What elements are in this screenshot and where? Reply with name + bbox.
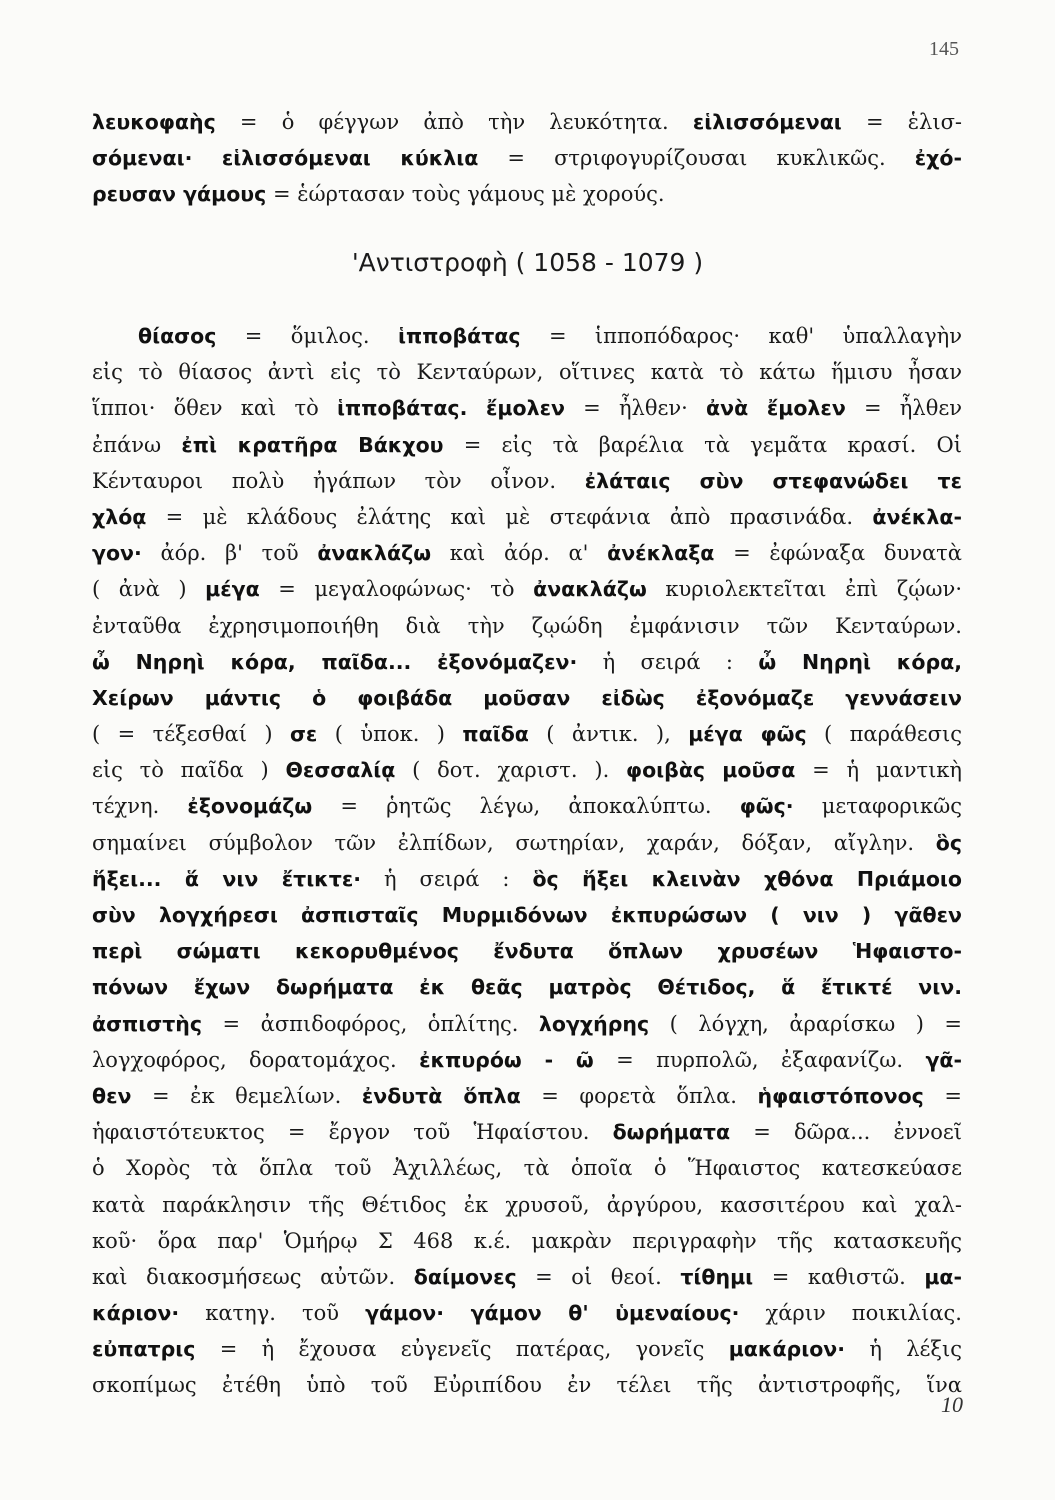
signature-mark: 10 (941, 1392, 963, 1417)
text-line (92, 427, 962, 463)
section-heading: 'Αντιστροφὴ ( 1058 - 1079 ) (351, 248, 704, 277)
lemma-term: ἐνδυτὰ ὅπλα (361, 1083, 521, 1108)
gloss-text: ἡφαιστότευκτος = ἔργον τοῦ Ἡφαίστου. (92, 1120, 613, 1145)
lemma-term: μα- (924, 1264, 962, 1289)
gloss-text: ( λόγχη, ἀραρίσκω ) = (649, 1011, 962, 1036)
text-line (92, 1042, 962, 1078)
lemma-term: ὃς ἥξει κλεινὰν χθόνα Πριάμοιο (532, 866, 962, 891)
text-line (92, 1114, 962, 1150)
gloss-text: ἐνταῦθα ἐχρησιμοποιήθη διὰ τὴν ζῳώδη ἐμφάνισιν τῶν Κενταύρων. (92, 613, 962, 638)
gloss-text: Κένταυροι πολὺ ἠγάπων τὸν οἶνον. (92, 468, 585, 493)
text-line (92, 861, 962, 897)
text-line (92, 1006, 962, 1042)
text-line (92, 318, 962, 354)
page-number: 145 (929, 38, 959, 60)
lemma-term: ὦ Νηρηὶ κόρα, (758, 649, 962, 674)
lemma-term: σόμεναι· εἱλισσόμεναι κύκλια (92, 146, 479, 171)
text-line (92, 104, 962, 140)
lemma-term: ἀσπιστὴς (92, 1011, 203, 1036)
lemma-term: ὃς (935, 830, 962, 855)
commentary-body (92, 318, 962, 1404)
gloss-text: εἰς τὸ θίασος ἀντὶ εἰς τὸ Κενταύρων, οἵτινες κατὰ τὸ κάτω ἥμισυ ἦσαν (92, 360, 962, 385)
lemma-term: ἱπποβάτας. ἔμολεν (336, 396, 565, 421)
text-line (92, 716, 962, 752)
lemma-term: μακάριον· (728, 1337, 846, 1362)
text-line (92, 1259, 962, 1295)
text-line (92, 463, 962, 499)
gloss-text: κοῦ· ὅρα παρ' Ὁμήρῳ Σ 468 κ.έ. μακρὰν περιγραφὴν τῆς κατασκευῆς (92, 1228, 962, 1253)
gloss-text: ἡ σειρά : (361, 866, 533, 891)
lemma-term: Χείρων μάντις ὁ φοιβάδα μοῦσαν εἰδὼς ἐξονόμαζε γεννάσειν (92, 685, 962, 710)
lemma-term: εἱλισσόμεναι (692, 110, 842, 134)
lemma-term: ἀνέκλα- (872, 504, 962, 529)
text-line (92, 354, 962, 390)
lemma-term: ἐκπυρόω - ῶ (419, 1047, 594, 1072)
lemma-term: ἥξει... ἅ νιν ἔτικτε· (92, 866, 362, 891)
gloss-text: ( ἀντικ. ), (528, 722, 689, 747)
text-line (92, 1078, 962, 1114)
lemma-term: ὦ Νηρηὶ κόρα, παῖδα... ἐξονόμαζεν· (92, 649, 578, 674)
gloss-text: χάριν ποικιλίας. (739, 1301, 962, 1326)
text-line (92, 1150, 962, 1186)
text-line (92, 390, 962, 426)
lemma-term: ἀνακλάζω (317, 541, 432, 566)
gloss-text: = ἀσπιδοφόρος, ὁπλίτης. (202, 1011, 539, 1036)
gloss-text: ( παράθεσις (806, 722, 962, 747)
text-line (92, 644, 962, 680)
gloss-text: λογχοφόρος, δορατομάχος. (92, 1047, 420, 1072)
gloss-text: = ἑλισ- (841, 110, 962, 134)
text-line (92, 1331, 962, 1367)
gloss-text: = ῥητῶς λέγω, ἀποκαλύπτω. (312, 794, 740, 819)
lemma-term: μέγα (205, 577, 260, 602)
gloss-text: = (923, 1083, 962, 1108)
gloss-text: = εἰς τὰ βαρέλια τὰ γεμᾶτα κρασί. Οἱ (443, 432, 962, 457)
gloss-text: = μεγαλοφώνως· τὸ (259, 577, 534, 602)
lemma-term: σὺν λογχήρεσι ἀσπισταῖς Μυρμιδόνων ἐκπυρώσων ( νιν ) γᾶθεν (92, 903, 962, 927)
lemma-term: μέγα φῶς (688, 722, 807, 747)
lemma-term: τίθημι (680, 1264, 754, 1289)
lemma-term: ρευσαν γάμους (92, 182, 267, 207)
lemma-term: γάμον· γάμον θ' ὑμεναίους· (365, 1301, 740, 1326)
text-line (92, 535, 962, 571)
text-line (92, 1223, 962, 1259)
gloss-text: ἡ λέξις (845, 1337, 962, 1362)
gloss-text: = ἑώρτασαν τοὺς γάμους μὲ χορούς. (266, 182, 665, 207)
gloss-text: ἀόρ. β' τοῦ (141, 541, 318, 566)
intro-paragraph (92, 104, 962, 213)
lemma-term: πόνων ἔχων δωρήματα ἐκ θεᾶς ματρὸς Θέτιδος, ἅ ἔτικτέ νιν. (92, 975, 962, 1000)
lemma-term: ἀνὰ ἔμολεν (706, 396, 846, 421)
text-line (92, 1367, 962, 1403)
lemma-term: ἀνέκλαξα (607, 541, 715, 566)
lemma-term: ἐξονομάζω (187, 794, 313, 819)
gloss-text: ( ἀνὰ ) (92, 577, 206, 602)
gloss-text: = ἡ μαντικὴ (795, 758, 962, 783)
text-line (92, 140, 962, 176)
text-line (92, 680, 962, 716)
gloss-text: = οἱ θεοί. (516, 1264, 681, 1289)
lemma-term: Θεσσαλίᾳ (285, 758, 396, 783)
lemma-term: λογχήρης (538, 1011, 650, 1036)
gloss-text: κυριολεκτεῖται ἐπὶ ζῴων· (646, 577, 962, 602)
gloss-text: ( ὑποκ. ) (317, 722, 463, 747)
text-line (92, 499, 962, 535)
lemma-term: παῖδα (462, 722, 529, 747)
lemma-term: θίασος (138, 324, 217, 348)
gloss-text: σημαίνει σύμβολον τῶν ἐλπίδων, σωτηρίαν, χαράν, δόξαν, αἴγλην. (92, 830, 936, 855)
lemma-term: γᾶ- (925, 1047, 962, 1072)
gloss-text: ( = τέξεσθαί ) (92, 722, 290, 747)
gloss-text: = ἐκ θεμελίων. (131, 1083, 362, 1108)
gloss-text: = φορετὰ ὅπλα. (520, 1083, 758, 1108)
lemma-term: δαίμονες (413, 1264, 517, 1289)
gloss-text: καὶ διακοσμήσεως αὐτῶν. (92, 1264, 414, 1289)
gloss-text: = μὲ κλάδους ἐλάτης καὶ μὲ στεφάνια ἀπὸ πρασινάδα. (146, 504, 873, 529)
text-line (92, 897, 962, 933)
gloss-text: σκοπίμως ἐτέθη ὑπὸ τοῦ Εὐριπίδου ἐν τέλει τῆς ἀντιστροφῆς, ἵνα (92, 1373, 962, 1398)
gloss-text: = καθιστῶ. (753, 1264, 925, 1289)
text-line (92, 788, 962, 824)
gloss-text: ἐπάνω (92, 432, 182, 457)
lemma-term: ἐπὶ κρατῆρα Βάκχου (181, 432, 444, 457)
lemma-term: γον· (92, 541, 142, 566)
lemma-term: δωρήματα (612, 1120, 731, 1145)
lemma-term: φῶς· (739, 794, 794, 819)
gloss-text: = ἱπποπόδαρος· καθ' ὑπαλλαγὴν (520, 324, 962, 348)
lemma-term: ἡφαιστόπονος (757, 1083, 924, 1108)
gloss-text: = ἦλθεν· (564, 396, 707, 421)
gloss-text: κατηγ. τοῦ (179, 1301, 366, 1326)
gloss-text: = δῶρα... ἐννοεῖ (730, 1120, 962, 1145)
gloss-text: ( δοτ. χαριστ. ). (395, 758, 627, 783)
gloss-text: = ὁ φέγγων ἀπὸ τὴν λευκότητα. (215, 110, 693, 134)
gloss-text: = πυρπολῶ, ἐξαφανίζω. (593, 1047, 926, 1072)
text-line (92, 176, 962, 212)
text-line (92, 969, 962, 1005)
gloss-text: ὁ Χορὸς τὰ ὅπλα τοῦ Ἀχιλλέως, τὰ ὁποῖα ὁ Ἥφαιστος κατεσκεύασε (92, 1156, 962, 1181)
lemma-term: ἐλάταις σὺν στεφανώδει τε (584, 468, 962, 493)
gloss-text: καὶ ἀόρ. α' (431, 541, 608, 566)
lemma-term: ἀνακλάζω (533, 577, 647, 602)
text-line (92, 1187, 962, 1223)
text-line (92, 1295, 962, 1331)
lemma-term: χλόᾳ (92, 504, 147, 529)
lemma-term: ἐχό- (914, 146, 962, 171)
lemma-term: περὶ σώματι κεκορυθμένος ἔνδυτα ὅπλων χρυσέων Ἡφαιστο- (92, 939, 962, 964)
text-line (92, 825, 962, 861)
text-line (92, 752, 962, 788)
lemma-term: κάριον· (92, 1301, 180, 1326)
lemma-term: εὐπατρις (92, 1337, 196, 1362)
text-line (92, 571, 962, 607)
text-line (92, 933, 962, 969)
gloss-text: = ἦλθεν (845, 396, 962, 421)
lemma-term: ἱπποβάτας (397, 324, 521, 348)
gloss-text: = ἡ ἔχουσα εὐγενεῖς πατέρας, γονεῖς (195, 1337, 729, 1362)
gloss-text: εἰς τὸ παῖδα ) (92, 758, 286, 783)
lemma-term: θεν (92, 1083, 132, 1108)
lemma-term: φοιβὰς μοῦσα (626, 758, 796, 783)
lemma-term: σε (289, 722, 318, 747)
gloss-text: = στριφογυρίζουσαι κυκλικῶς. (478, 146, 915, 171)
gloss-text: ἡ σειρά : (577, 649, 759, 674)
gloss-text: = ὅμιλος. (216, 324, 398, 348)
gloss-text: τέχνη. (92, 794, 188, 819)
gloss-text: κατὰ παράκλησιν τῆς Θέτιδος ἐκ χρυσοῦ, ἀργύρου, κασσιτέρου καὶ χαλ- (92, 1192, 962, 1217)
gloss-text: = ἐφώναξα δυνατὰ (714, 541, 962, 566)
text-line (92, 608, 962, 644)
lemma-term: λευκοφαὴς (92, 110, 216, 134)
gloss-text: μεταφορικῶς (793, 794, 962, 819)
gloss-text: ἵπποι· ὅθεν καὶ τὸ (92, 396, 337, 421)
